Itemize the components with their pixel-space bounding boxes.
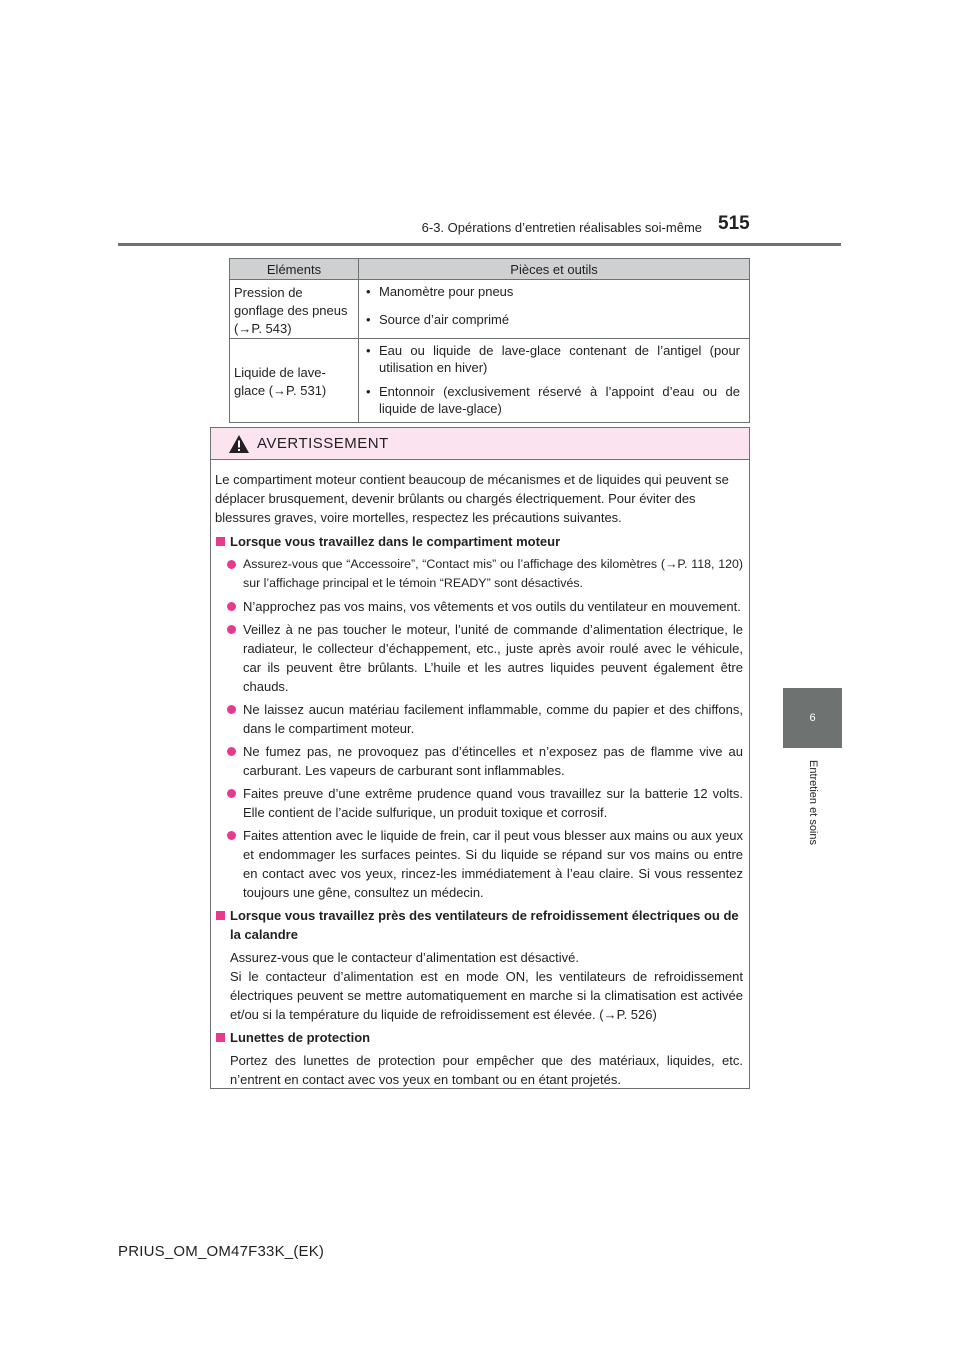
section-title-engine-compartment: Lorsque vous travaillez dans le compartiment moteur <box>215 532 743 551</box>
table-header-row <box>230 259 750 280</box>
round-bullet-icon <box>227 602 236 611</box>
document-code: PRIUS_OM_OM47F33K_(EK) <box>118 1243 325 1260</box>
warning-item: Faites attention avec le liquide de frein, car il peut vous blesser aux mains ou aux yeux et endommager les surfaces peintes. Si du liquide se répand sur vos mains ou entre en contact avec vos yeux, rincez-les immédiatement à l’eau claire. Si vous ressentez toujours une gêne, consultez un médecin. <box>215 826 743 902</box>
list-item: • Entonnoir (exclusivement réservé à l’appoint d’eau ou de liquide de lave-glace) <box>364 383 740 417</box>
round-bullet-icon <box>227 789 236 798</box>
round-bullet-icon <box>227 560 236 569</box>
section-title-safety-glasses: Lunettes de protection <box>215 1028 743 1047</box>
warning-triangle-icon <box>228 434 250 454</box>
table-cell-parts <box>359 339 750 423</box>
round-bullet-icon <box>227 747 236 756</box>
chapter-label: Entretien et soins <box>807 760 819 845</box>
parts-list <box>360 281 748 332</box>
warning-item: Assurez-vous que “Accessoire”, “Contact mis” ou l’affichage des kilomètres (→P. 118, 120) sur l’affichage principal et le témoin “READY” sont désactivés. <box>215 555 743 593</box>
square-bullet-icon <box>216 1033 225 1042</box>
parts-and-tools-table <box>229 258 750 423</box>
warning-item: Faites preuve d’une extrême prudence quand vous travaillez sur la batterie 12 volts. Elle contient de l’acide sulfurique, un produit toxique et corrosif. <box>215 784 743 822</box>
table-cell-parts <box>359 280 750 339</box>
warning-header <box>211 428 749 460</box>
header-divider <box>118 243 841 246</box>
table-cell-element: Pression de gonflage des pneus (→P. 543) <box>230 280 359 339</box>
warning-box <box>210 427 750 1089</box>
round-bullet-icon <box>227 705 236 714</box>
square-bullet-icon <box>216 537 225 546</box>
section-title-cooling-fans: Lorsque vous travaillez près des ventilateurs de refroidissement électriques ou de la calandre <box>215 906 743 944</box>
parts-list <box>360 340 748 421</box>
chapter-number: 6 <box>809 712 816 724</box>
page-number: 515 <box>718 213 750 234</box>
table-row <box>230 280 750 339</box>
warning-title: AVERTISSEMENT <box>257 435 389 452</box>
section-text-cooling-fans: Assurez-vous que le contacteur d’alimentation est désactivé. Si le contacteur d’alimentation est en mode ON, les ventilateurs de refroidissement électriques peuvent se mettre automatiquement en marche si la climatisation est activée et/ou si la température du liquide de refroidissement est élevée. (→P. 526) <box>230 950 743 1022</box>
list-item: • Eau ou liquide de lave-glace contenant de l’antigel (pour utilisation en hiver) <box>364 342 740 376</box>
section-text-safety-glasses: Portez des lunettes de protection pour empêcher que des matériaux, liquides, etc. n’entrent en contact avec vos yeux en tombant ou en étant projetés. <box>230 1053 743 1087</box>
warning-intro: Le compartiment moteur contient beaucoup de mécanismes et de liquides qui peuvent se déplacer brusquement, devenir brûlants ou chargés électriquement. Pour éviter des blessures graves, voire mortelles, respectez les précautions suivantes. <box>215 472 729 525</box>
warning-body <box>211 460 749 1089</box>
round-bullet-icon <box>227 831 236 840</box>
round-bullet-icon <box>227 625 236 634</box>
warning-item: Ne fumez pas, ne provoquez pas d’étincelles et n’exposez pas de flamme vive au carburant. Les vapeurs de carburant sont inflammables. <box>215 742 743 780</box>
list-item: • Manomètre pour pneus <box>364 283 740 300</box>
chapter-tab <box>783 688 842 748</box>
table-cell-element: Liquide de lave-glace (→P. 531) <box>230 339 359 423</box>
section-header-title: 6-3. Opérations d’entretien réalisables soi-même <box>421 220 702 235</box>
warning-item: Veillez à ne pas toucher le moteur, l’unité de commande d’alimentation électrique, le radiateur, le collecteur d’échappement, etc., juste après avoir roulé avec le véhicule, car ils peuvent être brûlants. L’huile et les autres liquides peuvent également être chauds. <box>215 620 743 696</box>
table-row <box>230 339 750 423</box>
square-bullet-icon <box>216 911 225 920</box>
column-header-parts: Pièces et outils <box>359 259 750 280</box>
warning-item: Ne laissez aucun matériau facilement inflammable, comme du papier et des chiffons, dans le compartiment moteur. <box>215 700 743 738</box>
warning-item: N’approchez pas vos mains, vos vêtements et vos outils du ventilateur en mouvement. <box>215 597 743 616</box>
column-header-elements: Eléments <box>230 259 359 280</box>
list-item: • Source d’air comprimé <box>364 311 740 328</box>
